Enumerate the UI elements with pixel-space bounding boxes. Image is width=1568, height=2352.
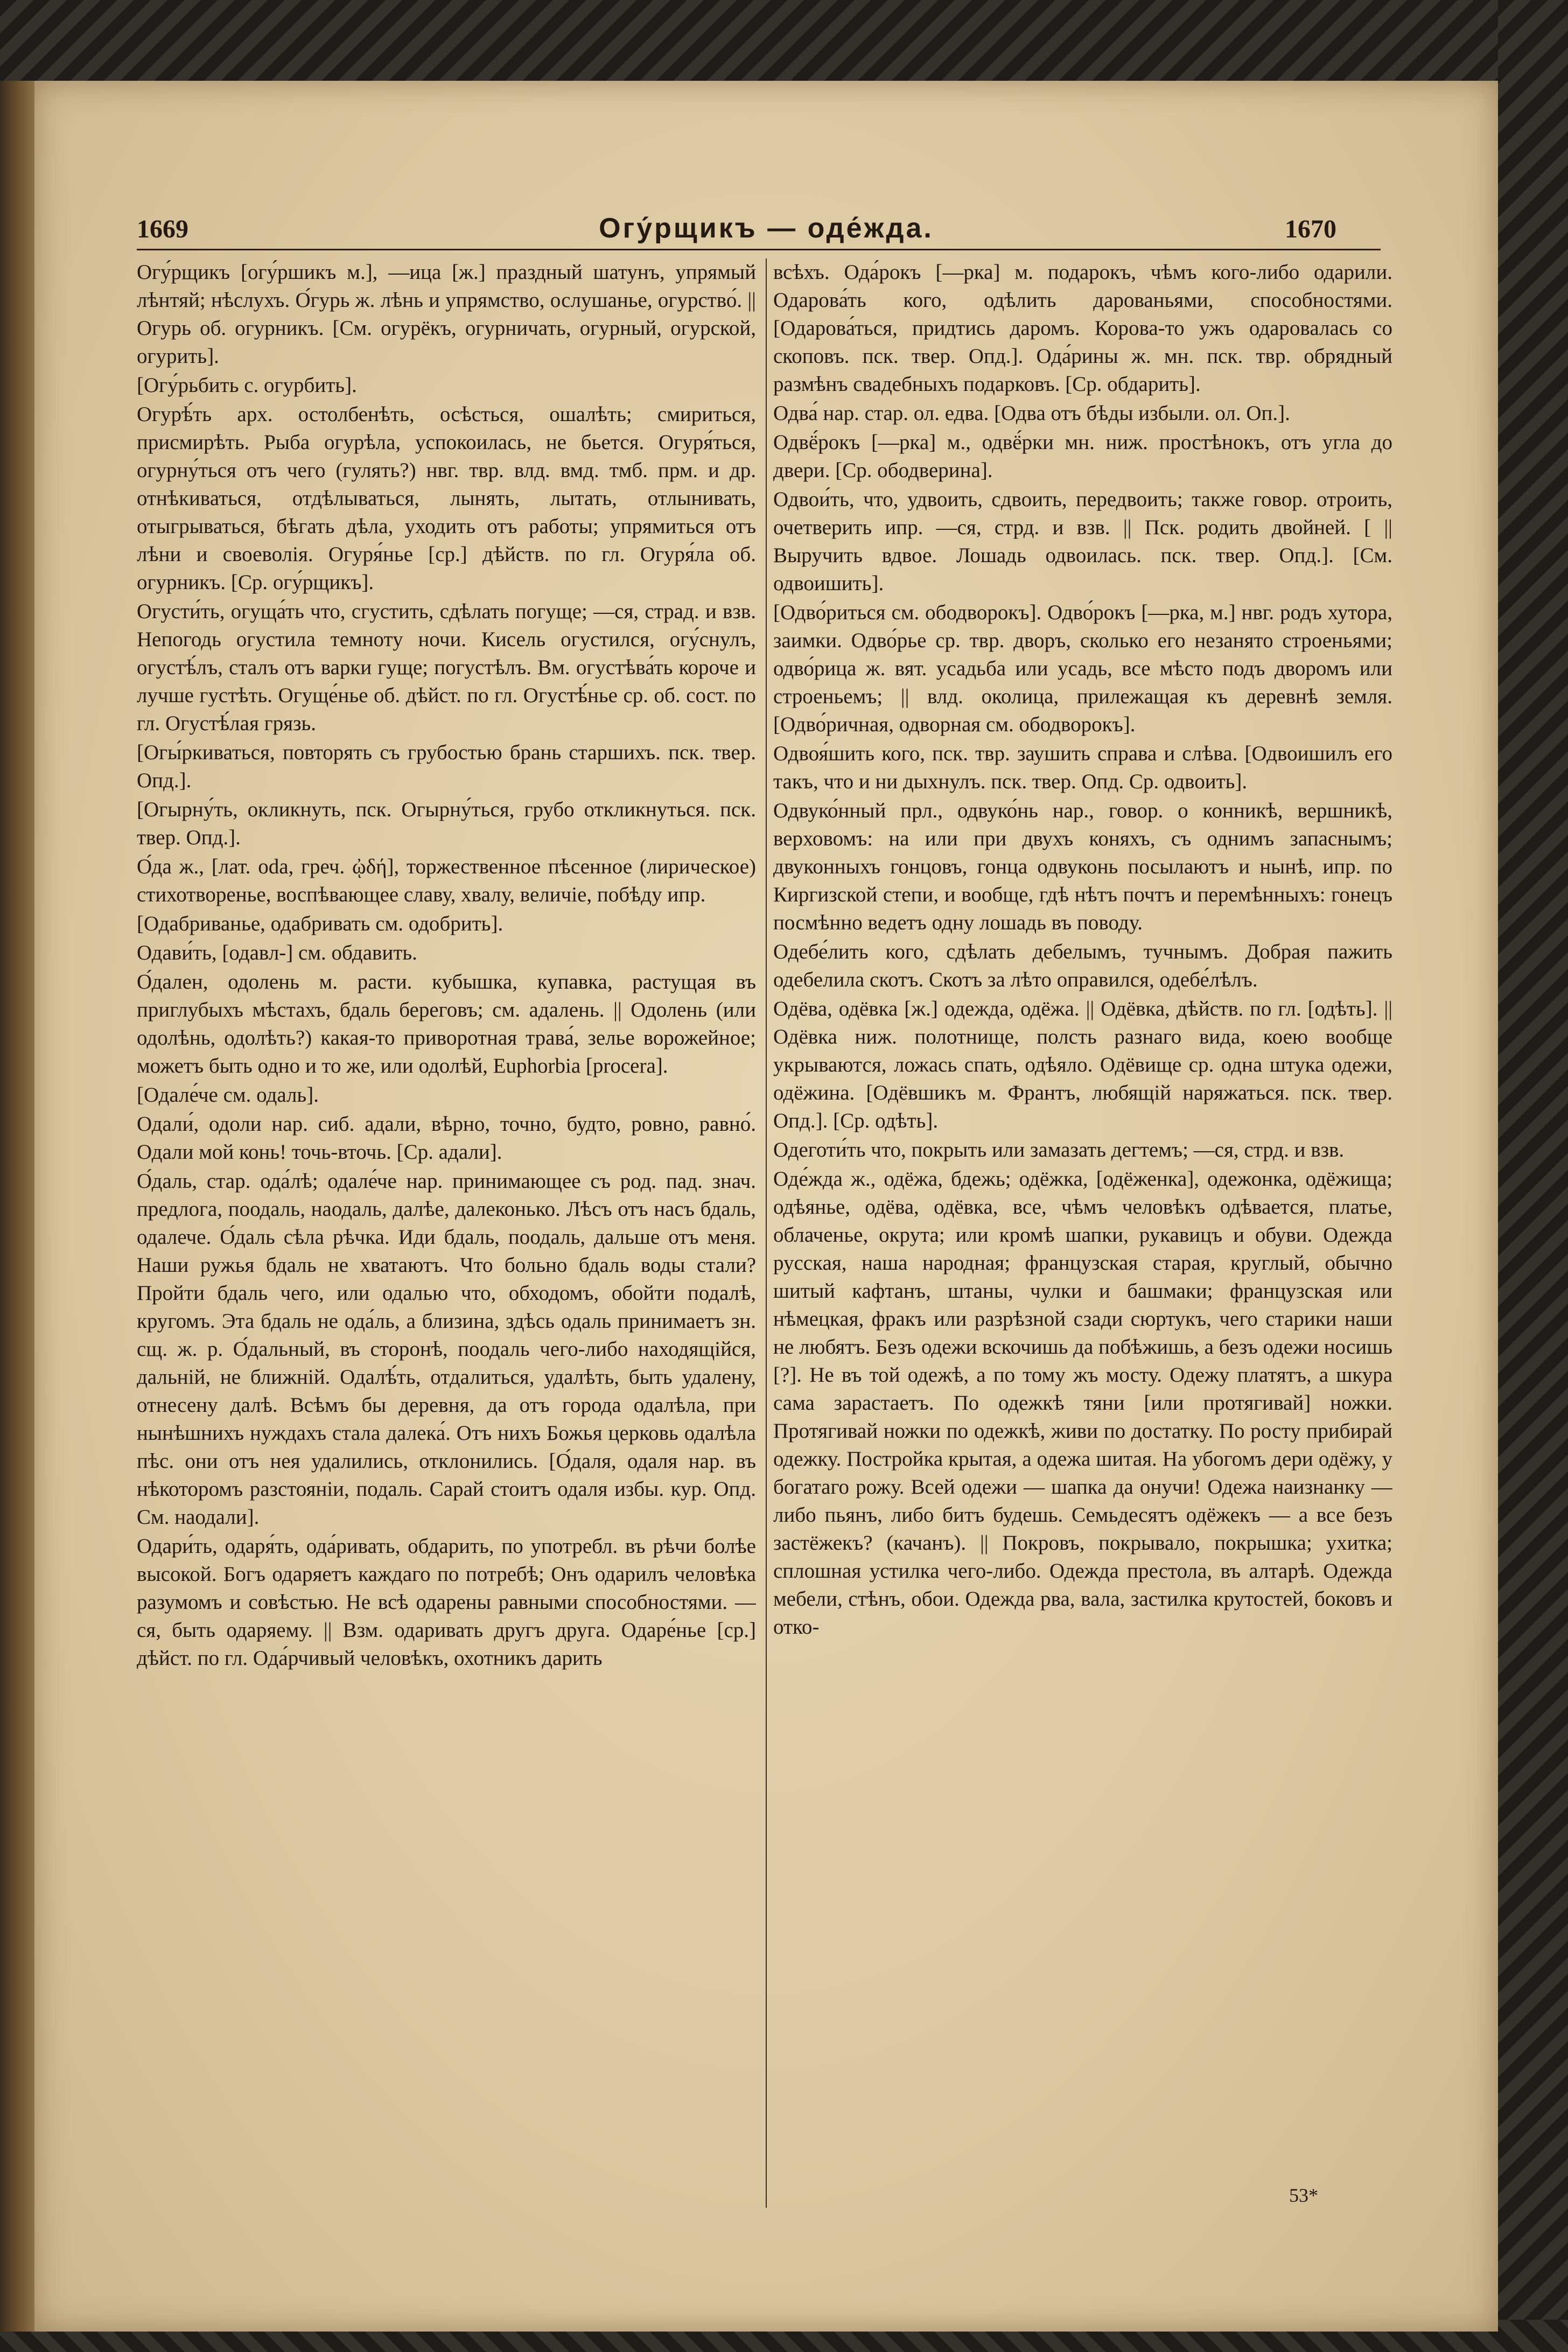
entry-ogustit: Огусти́ть, огуща́ть что, сгустить, сдѣлать погуще; —ся, страд. и взв. Непогодь огустила темноту ночи. Кисель огустился, огу́снулъ, огустѣ́лъ, сталъ отъ варки гуще; погустѣлъ. Вм. огустѣва́ть короче и лучше густѣть. Огуще́нье об. дѣйст. по гл. Огустѣ́нье ср. об. сост. по гл. Огустѣ́лая грязь.	[137, 600, 756, 735]
entry-odarit: Одари́ть, одаря́ть, ода́ривать, обдарить, по употребл. въ рѣчи болѣе высокой. Богъ одаряетъ каждаго по потребѣ; Онъ одарилъ человѣка разумомъ и совѣстью. Не всѣ одарены равными способностями. —ся, быть одаряему. || Взм. одаривать другъ друга. Одаре́нье [ср.] дѣйст. по гл. Ода́рчивый человѣкъ, охотникъ дарить	[137, 1535, 756, 1670]
entry-ogyrkivatsya: [Огы́ркиваться, повторять съ грубостью брань старшихъ. пск. твер. Опд.].	[137, 741, 756, 792]
page-number-right: 1670	[1285, 215, 1336, 243]
entry-ogurshchik: Огу́рщикъ [огу́ршикъ м.], —ица [ж.] праздный шатунъ, упрямый лѣнтяй; нѣслухъ. О́гурь ж. лѣнь и упрямство, ослушанье, огурство́. || Огурь об. огурникъ. [См. огурёкъ, огурничать, огурный, огурской, огурить].	[137, 261, 756, 368]
entry-odabrivanye: [Одабриванье, одабривать см. одобрить].	[137, 912, 503, 935]
printer-signature: 53*	[1289, 2185, 1318, 2206]
entry-odali: Одали́, одоли нар. сиб. адали, вѣрно, точно, будто, ровно, равно́. Одали мой конь! точь-вточь. [Ср. адали].	[137, 1112, 756, 1164]
entry-odarok: всѣхъ. Ода́рокъ [—рка] м. подарокъ, чѣмъ кого-либо одарили. Одарова́ть кого, одѣлить дарованьями, способностями. [Одарова́ться, придтись даромъ. Корова-то ужъ одаровалась со скоповъ. пск. твер. Опд.]. Ода́рины ж. мн. пск. твр. обрядный размѣнъ свадебныхъ подарковъ. [Ср. обдарить].	[773, 261, 1392, 396]
left-column	[137, 258, 756, 2251]
entry-odal: О́даль, стар. ода́лѣ; одале́че нар. принимающее съ род. пад. знач. предлога, поодаль, наодаль, далѣе, далеконько. Лѣсъ отъ насъ бдаль, одалече. О́даль сѣла рѣчка. Иди бдаль, поодаль, дальше отъ меня. Наши ружья бдаль не хватаютъ. Что больно бдаль воды стали? Пройти бдаль чего, или одалью что, обходомъ, обойти подалѣ, кругомъ. Эта бдаль не ода́ль, а близина, здѣсь одаль принимаетъ зн. сщ. ж. р. О́дальный, въ сторонѣ, поодаль чего-либо находящійся, дальній, не ближній. Одалѣ́ть, отдалиться, удалѣть, быть удалену, отнесену далѣ. Всѣмъ бы деревня, да отъ города одалѣла, при нынѣшнихъ нуждахъ стала далека́. Отъ нихъ Божья церковь одалѣла пѣс. они отъ нея удалились, отклонились. [О́даля, одаля нар. въ нѣкоторомъ разстояніи, подаль. Сарай стоитъ одаля избы. кур. Опд. См. наодали].	[137, 1170, 756, 1529]
entry-odebelit: Одебе́лить кого, сдѣлать дебелымъ, тучнымъ. Добрая пажить одебелила скотъ. Скотъ за лѣто оправился, одебе́лѣлъ.	[773, 940, 1392, 991]
entry-odvoyashit: Одвоя́шить кого, пск. твр. заушить справа и слѣва. [Одвоишилъ его такъ, что и ни дыхнулъ. пск. твер. Опд. Ср. одвоить].	[773, 742, 1392, 793]
entry-ogurbit: [Огу́рьбить с. огурбить].	[137, 374, 357, 397]
entry-odvoit: Одвои́ть, что, удвоить, сдвоить, передвоить; также говор. отроить, очетверить ипр. —ся, стрд. и взв. || Пск. родить двойней. [ || Выручить вдвое. Лошадь одвоилась. пск. твер. Опд.]. [См. одвоишить].	[773, 488, 1392, 595]
entry-odeva: Одёва, одёвка [ж.] одежда, одёжа. || Одёвка, дѣйств. по гл. [одѣть]. || Одёвка ниж. полотнище, полсть разнаго вида, коею вообще укрываются, ложась спать, одѣяло. Одёвище ср. одна штука одежи, одёжина. [Одёвшикъ м. Франтъ, любящій наряжаться. пск. твер. Опд.]. [Ср. одѣть].	[773, 997, 1392, 1132]
entry-odavit: Одави́ть, [одавл-] см. обдавить.	[137, 941, 417, 964]
entry-oguret: Огурѣ́ть арх. остолбенѣть, осѣсться, ошалѣть; смириться, присмирѣть. Рыба огурѣла, успокоилась, не бьется. Огуря́ться, огурну́ться отъ чего (гулять?) нвг. твр. влд. вмд. тмб. прм. и др. отнѣкиваться, отдѣлываться, лынять, лытать, отлынивать, отыгрываться, бѣгать дѣла, уходить отъ работы; упрямиться отъ лѣни и своеволія. Огуря́нье [ср.] дѣйств. по гл. Огуря́ла об. огурникъ. [Ср. огу́рщикъ].	[137, 403, 756, 594]
entry-odaleche: [Одале́че см. одаль].	[137, 1083, 319, 1107]
page-number-left: 1669	[137, 215, 188, 243]
entry-ogyrnut: [Огырну́ть, окликнуть, пск. Огырну́ться, грубо откликнуться. пск. твер. Опд.].	[137, 798, 756, 849]
running-head: Огу́рщикъ — оде́жда.	[599, 213, 934, 244]
entry-odezhda: Оде́жда ж., одёжа, бдежь; одёжка, [одёженка], одежонка, одёжища; одѣянье, одёва, одёвка, все, чѣмъ человѣкъ одѣвается, платье, облаченье, окрута; или кромѣ шапки, рукавицъ и обуви. Одежда русская, наша народная; французская старая, круглый, обычно шитый кафтанъ, штаны, чулки и башмаки; французская или нѣмецкая, фракъ или разрѣзной сзади сюртукъ, чего старики наши не любятъ. Безъ одежи вскочишь да побѣжишь, а безъ одежи носишь [?]. Не въ той одежѣ, а по тому жъ мосту. Одежу платятъ, а шкура сама зарастаетъ. По одежкѣ тяни [или протягивай] ножки. Протягивай ножки по одежкѣ, живи по достатку. По росту прибирай одежку. Постройка крытая, а одежа шитая. На убогомъ дери одёжу, у богатаго рожу. Всей одежи — шапка да онучи! Одежа наизнанку — либо пьянъ, либо битъ будешь. Семьдесятъ одёжекъ — а все безъ застёжекъ? (качанъ). || Покровъ, покрывало, покрышка; ухитка; сплошная устилка чего-либо. Одежда престола, въ алтарѣ. Одежда мебели, стѣнъ, обои. Одежда рва, вала, застилка крутостей, боковъ и отко-	[773, 1167, 1392, 1639]
column-divider	[766, 258, 767, 2208]
entry-odegotit: Одеготи́ть что, покрыть или замазать дегтемъ; —ся, стрд. и взв.	[773, 1138, 1345, 1161]
entry-odalen: О́дален, одолень м. расти. кубышка, купавка, растущая въ приглубыхъ мѣстахъ, бдаль береговъ; см. адалень. || Одолень (или одолѣнь, одолѣть?) какая-то приворотная трава́, зелье ворожейное; можетъ быть одно и то же, или одолѣй, Euphorbia [procera].	[137, 970, 756, 1077]
book-spine	[0, 81, 34, 2332]
entry-odverok: Одвё́рокъ [—рка] м., одвё́рки мн. ниж. простѣнокъ, отъ угла до двери. [Ср. ободверина].	[773, 431, 1392, 482]
entry-odvoritsya: [Одво́риться см. ободворокъ]. Одво́рокъ [—рка, м.] нвг. родъ хутора, заимки. Одво́рье ср. твр. дворъ, сколько его незанято строеньями; одво́рица ж. вят. усадьба или усадь, все мѣсто подъ дворомъ или строеньемъ; || влд. околица, прилежащая къ деревнѣ земля. [Одво́ричная, одворная см. ободворокъ].	[773, 601, 1392, 736]
entry-odvukonny: Одвуко́нный прл., одвуко́нь нар., говор. о конникѣ, вершникѣ, верховомъ: на или при двухъ коняхъ, съ однимъ запаснымъ; двуконныхъ гонцовъ, гонца одвуконь посылаютъ и нынѣ, ипр. по Киргизской степи, и вообще, гдѣ нѣтъ почтъ и перемѣнныхъ: гонецъ посмѣнно ведетъ одну лошадь въ поводу.	[773, 799, 1392, 934]
header-rule	[137, 249, 1381, 250]
background-right	[1498, 0, 1568, 2352]
right-column	[773, 258, 1392, 2251]
dictionary-page	[34, 81, 1498, 2332]
entry-odva: Одва́ нар. стар. ол. едва. [Одва отъ бѣды избыли. ол. Оп.].	[773, 402, 1290, 425]
entry-oda: О́да ж., [лат. oda, греч. ᾠδή], торжественное пѣсенное (лирическое) стихотворенье, воспѣвающее славу, хвалу, величіе, побѣду ипр.	[137, 855, 756, 906]
